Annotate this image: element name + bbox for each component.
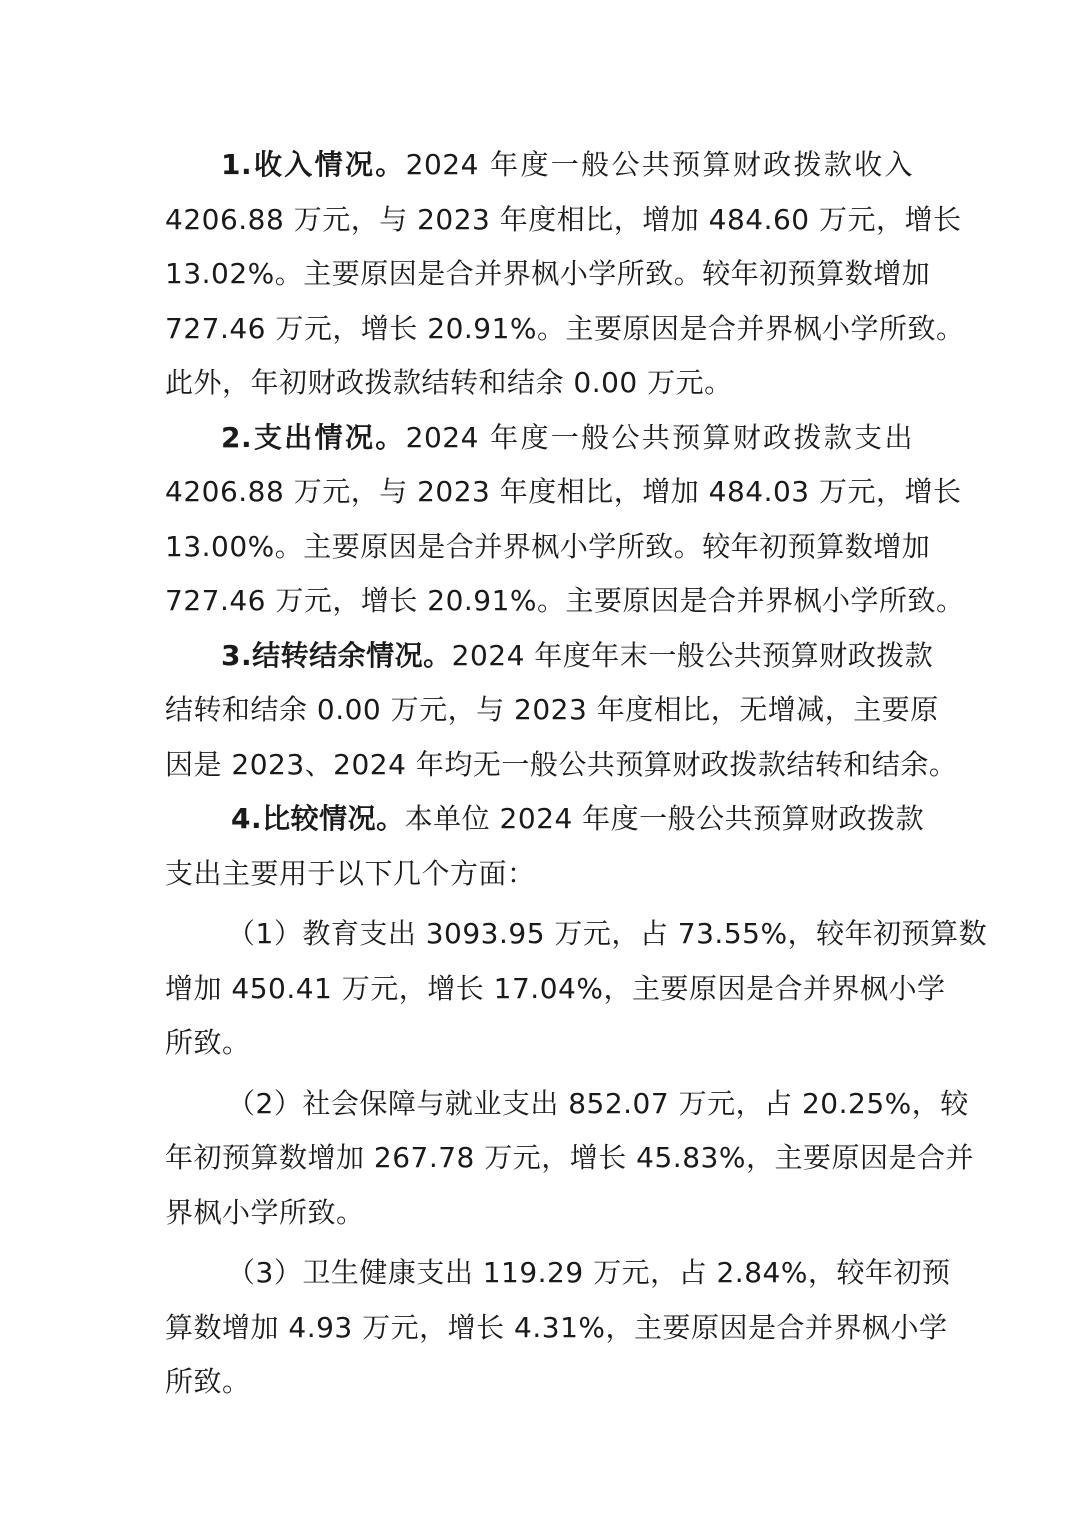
comparison-paragraph (165, 792, 925, 901)
carryover-paragraph (165, 629, 958, 793)
comparison-line-1 (165, 792, 925, 847)
item3-line-2: 算数增加 4.93 万元，增长 4.31%，主要原因是合并界枫小学 (165, 1310, 948, 1344)
item3-line-1: （3）卫生健康支出 119.29 万元，占 2.84%，较年初预 (227, 1256, 951, 1289)
carryover-heading: 3.结转结余情况。 (221, 638, 452, 672)
comparison-line-2: 支出主要用于以下几个方面： (165, 856, 536, 890)
item1-line-3: 所致。 (165, 1026, 251, 1059)
item1-line-2: 增加 450.41 万元，增长 17.04%，主要原因是合并界枫小学 (165, 971, 946, 1005)
expense-line-2: 4206.88 万元，与 2023 年度相比，增加 484.03 万元，增长 (165, 475, 962, 508)
comparison-heading: 4.比较情况。 (231, 802, 405, 835)
carryover-text-1: 2024 年度年末一般公共预算财政拨款 (451, 638, 934, 672)
carryover-line-1 (165, 629, 934, 684)
income-text-1: 2024 年度一般公共预算财政拨款收入 (405, 148, 913, 181)
income-heading: 1.收入情况。 (221, 148, 406, 181)
expense-text-1: 2024 年度一般公共预算财政拨款支出 (405, 420, 913, 454)
income-line-3: 13.02%。主要原因是合并界枫小学所致。较年初预算数增加 (165, 257, 931, 290)
expense-line-1 (165, 411, 913, 466)
income-line-2: 4206.88 万元，与 2023 年度相比，增加 484.60 万元，增长 (165, 202, 962, 236)
expense-heading: 2.支出情况。 (221, 420, 406, 454)
item2-line-2: 年初预算数增加 267.78 万元，增长 45.83%，主要原因是合并 (165, 1141, 974, 1174)
item-education-paragraph (165, 907, 988, 1071)
expense-paragraph (165, 411, 965, 629)
expense-line-3: 13.00%。主要原因是合并界枫小学所致。较年初预算数增加 (165, 529, 931, 563)
item-social-security-paragraph (165, 1077, 974, 1241)
carryover-line-3: 因是 2023、2024 年均无一般公共预算财政拨款结转和结余。 (165, 747, 958, 781)
expense-line-4: 727.46 万元，增长 20.91%。主要原因是合并界枫小学所致。 (165, 584, 965, 617)
item3-line-3: 所致。 (165, 1365, 251, 1398)
item-health-paragraph (165, 1246, 951, 1410)
income-paragraph (165, 138, 965, 411)
document-page (165, 138, 988, 1410)
carryover-line-2: 结转和结余 0.00 万元，与 2023 年度相比，无增减，主要原 (165, 693, 939, 726)
income-line-1 (165, 138, 913, 193)
item2-line-3: 界枫小学所致。 (165, 1195, 365, 1229)
income-line-5: 此外，年初财政拨款结转和结余 0.00 万元。 (165, 366, 733, 399)
item1-line-1: （1）教育支出 3093.95 万元，占 73.55%，较年初预算数 (227, 917, 988, 950)
item2-line-1: （2）社会保障与就业支出 852.07 万元，占 20.25%，较 (227, 1086, 969, 1120)
income-line-4: 727.46 万元，增长 20.91%。主要原因是合并界枫小学所致。 (165, 311, 965, 345)
comparison-text-1: 本单位 2024 年度一般公共预算财政拨款 (404, 802, 925, 835)
